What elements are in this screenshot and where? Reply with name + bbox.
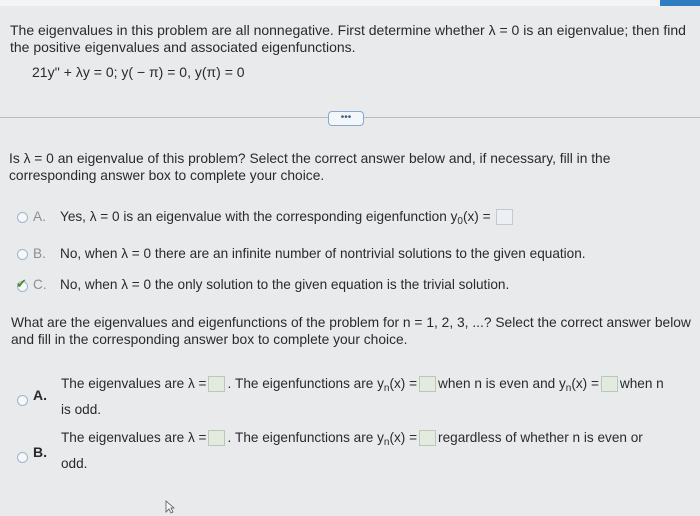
subscript-n-2: n <box>565 383 572 394</box>
q1-line-2: corresponding answer box to complete your choice. <box>9 168 325 183</box>
q2b-regardless-text: regardless of whether n is even or <box>438 430 643 445</box>
q2a-x-equals: (x) = <box>389 376 418 391</box>
option-q1-a[interactable] <box>60 209 515 227</box>
option-letter-q1-c: C. <box>33 277 47 292</box>
answer-box-q2-b[interactable] <box>419 430 436 446</box>
answer-box-q2-a-odd[interactable] <box>601 376 618 392</box>
option-q1-a-after: (x) = <box>462 209 491 224</box>
radio-q1-a[interactable] <box>17 212 28 223</box>
question-2-prompt <box>11 314 691 348</box>
option-q1-c[interactable]: No, when λ = 0 the only solution to the given equation is the trivial solution. <box>60 277 510 292</box>
top-accent <box>660 0 700 6</box>
subscript-0: 0 <box>457 216 463 227</box>
option-letter-q1-b: B. <box>33 246 46 261</box>
option-q2-b-line-2: odd. <box>61 456 88 471</box>
q2a-eigenfunction-label: . The eigenfunctions are y <box>227 376 384 391</box>
q1-line-1: Is λ = 0 an eigenvalue of this problem? Select the correct answer below and, if necessary, fill in the <box>9 151 611 166</box>
problem-statement <box>10 22 686 56</box>
option-q2-b-line-1[interactable] <box>61 430 643 448</box>
radio-q1-b[interactable] <box>17 249 28 260</box>
radio-q2-b[interactable] <box>17 452 28 463</box>
checkmark-icon: ✔ <box>16 276 27 291</box>
top-bar <box>0 0 700 6</box>
answer-box-q2-a-eigenvalue[interactable] <box>208 376 225 392</box>
mouse-cursor-icon <box>165 500 175 514</box>
option-letter-q2-a: A. <box>33 387 47 403</box>
q2a-when-n: when n <box>619 376 664 391</box>
option-q2-a-line-1[interactable] <box>61 376 664 394</box>
more-button[interactable]: ••• <box>328 111 364 126</box>
radio-q2-a[interactable] <box>17 395 28 406</box>
problem-line-2: the positive eigenvalues and associated eigenfunctions. <box>10 39 356 55</box>
subscript-n: n <box>383 383 390 394</box>
option-q1-a-text: Yes, λ = 0 is an eigenvalue with the corresponding eigenfunction y <box>60 209 458 224</box>
q2-line-1: What are the eigenvalues and eigenfunctions of the problem for n = 1, 2, 3, ...? Select the correct answer below <box>11 315 691 330</box>
q2a-eigenvalue-label: The eigenvalues are λ = <box>61 376 207 391</box>
problem-line-1: The eigenvalues in this problem are all nonnegative. First determine whether λ = 0 is an eigenvalue; then find <box>10 22 686 38</box>
q2b-x-equals: (x) = <box>389 430 418 445</box>
answer-box-q2-b-eigenvalue[interactable] <box>208 430 225 446</box>
option-letter-q2-b: B. <box>33 444 47 460</box>
option-q1-b[interactable]: No, when λ = 0 there are an infinite number of nontrivial solutions to the given equation. <box>60 246 586 261</box>
answer-box-q1-a[interactable] <box>496 209 513 225</box>
q2a-x-equals-2: (x) = <box>571 376 599 391</box>
subscript-n-3: n <box>383 437 390 448</box>
q2b-eigenvalue-label: The eigenvalues are λ = <box>61 430 207 445</box>
q2b-eigenfunction-label: . The eigenfunctions are y <box>227 430 384 445</box>
option-letter-q1-a: A. <box>33 209 46 224</box>
q2a-even-text: when n is even and y <box>438 376 566 391</box>
answer-box-q2-a-even[interactable] <box>419 376 436 392</box>
option-q2-a-line-2: is odd. <box>61 402 102 417</box>
q2-line-2: and fill in the corresponding answer box to complete your choice. <box>11 332 408 347</box>
question-1-prompt <box>9 150 610 184</box>
equation: 21y'' + λy = 0; y( − π) = 0, y(π) = 0 <box>32 64 245 80</box>
